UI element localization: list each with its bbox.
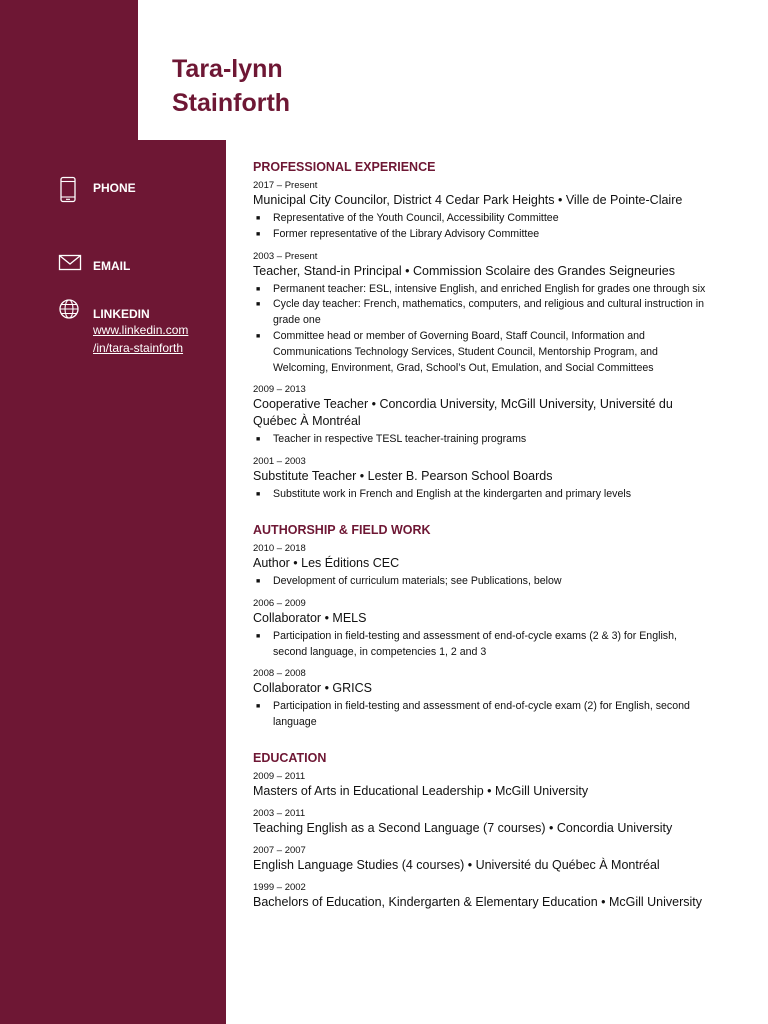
entry-headline: Collaborator • GRICS xyxy=(253,681,373,696)
linkedin-url-line1[interactable]: www.linkedin.com xyxy=(93,323,189,337)
entry-headline: Substitute Teacher • Lester B. Pearson School Boards xyxy=(253,469,553,484)
phone-label: PHONE xyxy=(93,181,136,195)
entry-headline: English Language Studies (4 courses) • Université du Québec À Montréal xyxy=(253,857,660,872)
resume-entry xyxy=(253,845,713,874)
linkedin-url-line2[interactable]: /in/tara-stainforth xyxy=(93,341,184,355)
entry-dates: 2017 – Present xyxy=(253,180,318,191)
section-title: AUTHORSHIP & FIELD WORK xyxy=(253,522,431,537)
entry-headline: Teacher, Stand-in Principal • Commission Scolaire des Grandes Seigneuries xyxy=(253,263,675,278)
sidebar-top-block xyxy=(0,0,138,140)
list-item: ■ Development of curriculum materials; see Publications, below xyxy=(253,574,713,590)
name-last: Stainforth xyxy=(172,89,291,117)
email-label: EMAIL xyxy=(93,259,131,273)
list-item: ■ Participation in field-testing and assessment of end-of-cycle exam (2) for English, second language xyxy=(253,699,713,731)
entry-headline: Collaborator • MELS xyxy=(253,610,367,625)
resume-entry xyxy=(253,384,713,448)
entry-bullet-list xyxy=(253,282,713,377)
name-first: Tara-lynn xyxy=(172,55,283,83)
list-item: ■ Participation in field-testing and assessment of end-of-cycle exams (2 & 3) for English, second language, in competencies 1, 2 and 3 xyxy=(253,629,713,661)
resume-main-content xyxy=(253,160,713,931)
list-item: ■ Cycle day teacher: French, mathematics, computers, and religious and cultural instruction in grade one xyxy=(253,297,713,329)
entry-dates: 2010 – 2018 xyxy=(253,542,306,554)
entry-bullet-list xyxy=(253,432,713,448)
entry-dates: 1999 – 2002 xyxy=(253,881,306,893)
email-icon xyxy=(58,253,82,281)
list-item: ■ Teacher in respective TESL teacher-training programs xyxy=(253,432,713,448)
list-item: ■ Substitute work in French and English at the kindergarten and primary levels xyxy=(253,487,713,503)
section-title: EDUCATION xyxy=(253,750,327,765)
entry-dates: 2008 – 2008 xyxy=(253,668,306,680)
entry-dates: 2009 – 2011 xyxy=(253,770,306,782)
resume-entry xyxy=(253,668,713,731)
entry-headline: Cooperative Teacher • Concordia University, McGill University, Université du Québec À Montréal xyxy=(253,397,673,429)
list-item: ■ Permanent teacher: ESL, intensive English, and enriched English for grades one through six xyxy=(253,282,713,298)
candidate-name xyxy=(172,52,290,120)
entry-dates: 2003 – 2011 xyxy=(253,807,306,819)
entry-headline: Teaching English as a Second Language (7 courses) • Concordia University xyxy=(253,820,673,835)
entry-dates: 2003 – Present xyxy=(253,250,318,262)
resume-entry xyxy=(253,808,713,837)
resume-entry xyxy=(253,882,713,911)
list-item: ■ Former representative of the Library Advisory Committee xyxy=(253,227,713,243)
entry-headline: Bachelors of Education, Kindergarten & Elementary Education • McGill University xyxy=(253,894,703,909)
resume-entry xyxy=(253,456,713,503)
resume-entry xyxy=(253,180,713,243)
resume-entry xyxy=(253,251,713,377)
resume-section xyxy=(253,523,713,731)
list-item: ■ Representative of the Youth Council, Accessibility Committee xyxy=(253,211,713,227)
globe-icon xyxy=(58,298,82,326)
resume-entry xyxy=(253,543,713,590)
section-title: PROFESSIONAL EXPERIENCE xyxy=(253,160,436,174)
entry-dates: 2009 – 2013 xyxy=(253,384,306,396)
entry-headline: Author • Les Éditions CEC xyxy=(253,555,400,570)
entry-bullet-list xyxy=(253,487,713,503)
entry-dates: 2006 – 2009 xyxy=(253,597,306,609)
entry-headline: Municipal City Councilor, District 4 Cedar Park Heights • Ville de Pointe-Claire xyxy=(253,193,683,207)
linkedin-label: LINKEDIN xyxy=(93,307,150,321)
entry-bullet-list xyxy=(253,574,713,590)
resume-section xyxy=(253,751,713,911)
entry-bullet-list xyxy=(253,629,713,661)
entry-dates: 2001 – 2003 xyxy=(253,456,306,468)
resume-section xyxy=(253,160,713,503)
entry-bullet-list xyxy=(253,211,713,243)
resume-entry xyxy=(253,598,713,661)
phone-icon xyxy=(58,176,82,204)
entry-bullet-list xyxy=(253,699,713,731)
resume-entry xyxy=(253,771,713,800)
entry-headline: Masters of Arts in Educational Leadership • McGill University xyxy=(253,783,589,798)
list-item: ■ Committee head or member of Governing Board, Staff Council, Information and Communications Technology Services, Student Council, Mentorship Program, and Welcoming, Environment, Grad, School’s Out, Emulation, and Social Committees xyxy=(253,329,713,376)
entry-dates: 2007 – 2007 xyxy=(253,844,306,856)
